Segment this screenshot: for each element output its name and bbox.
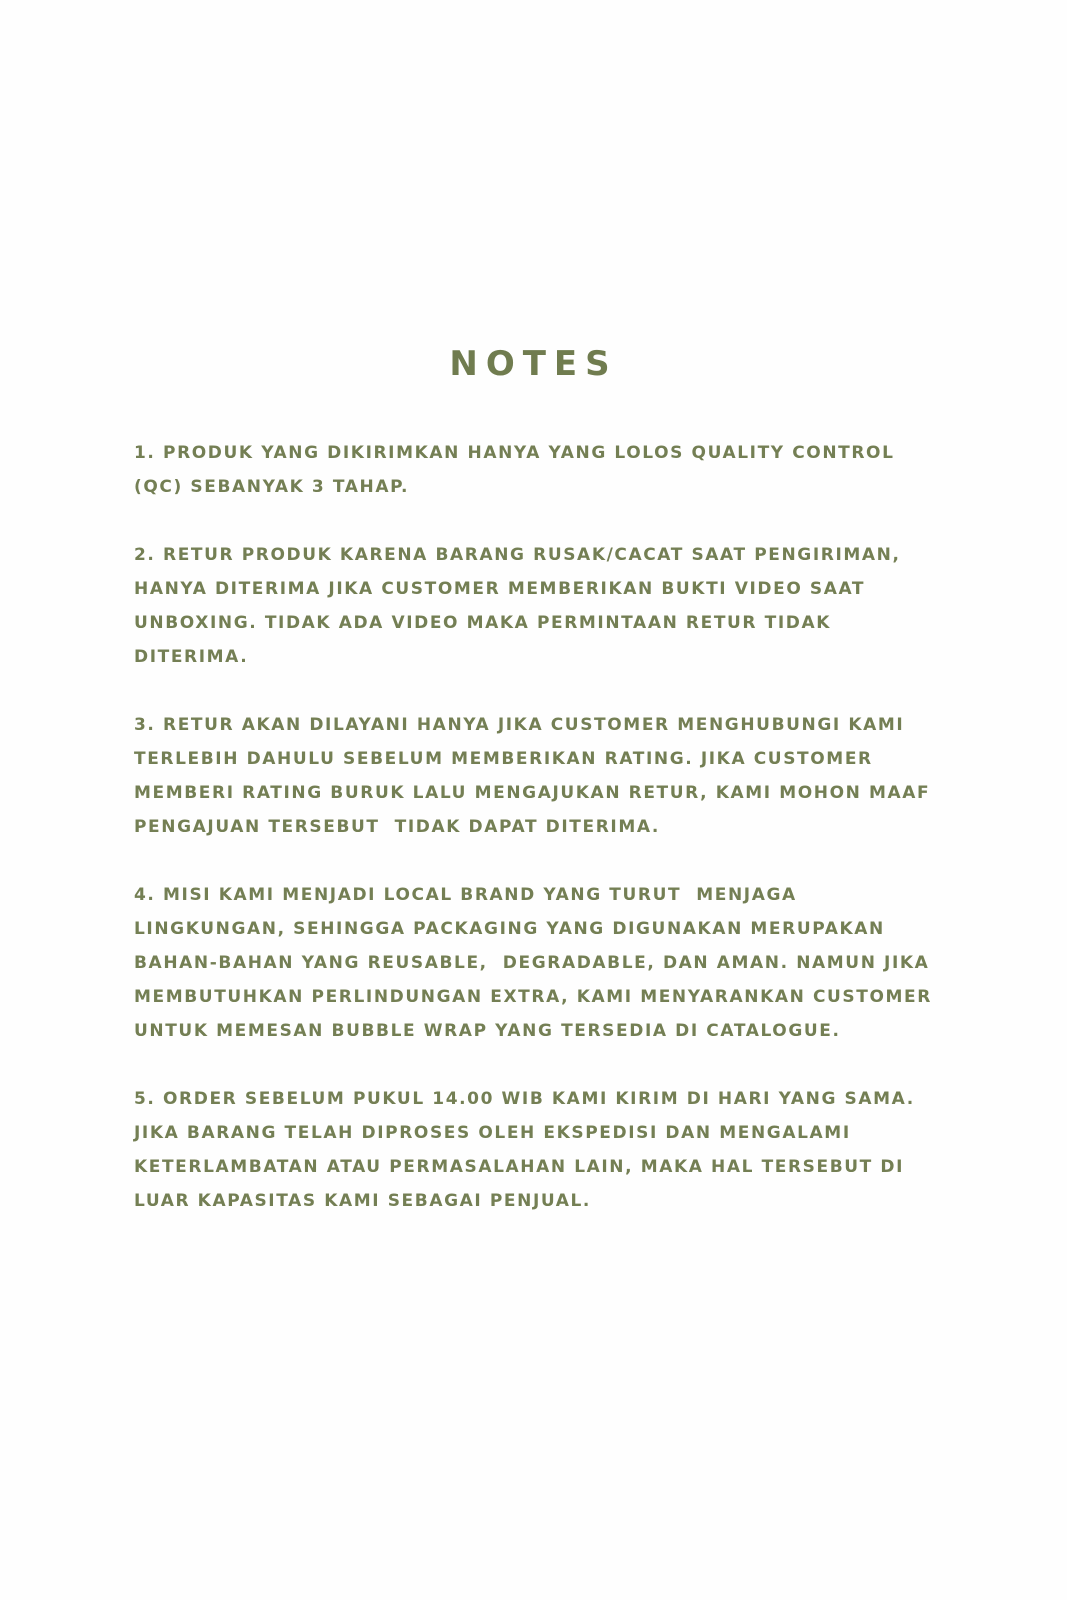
note-line: UNTUK MEMESAN BUBBLE WRAP YANG TERSEDIA DI CATALOGUE. xyxy=(134,1021,841,1041)
note-line: BAHAN-BAHAN YANG REUSABLE, DEGRADABLE, DAN AMAN. NAMUN JIKA xyxy=(134,953,930,973)
note-line: MEMBERI RATING BURUK LALU MENGAJUKAN RETUR, KAMI MOHON MAAF xyxy=(134,783,931,803)
note-line: 2. RETUR PRODUK KARENA BARANG RUSAK/CACAT SAAT PENGIRIMAN, xyxy=(134,545,901,565)
notes-list xyxy=(134,436,934,1252)
note-line: HANYA DITERIMA JIKA CUSTOMER MEMBERIKAN BUKTI VIDEO SAAT xyxy=(134,579,866,599)
note-line: 4. MISI KAMI MENJADI LOCAL BRAND YANG TURUT MENJAGA xyxy=(134,885,797,905)
note-line: MEMBUTUHKAN PERLINDUNGAN EXTRA, KAMI MENYARANKAN CUSTOMER xyxy=(134,987,932,1007)
note-item-1 xyxy=(134,436,934,504)
note-item-3 xyxy=(134,708,934,844)
page-title: NOTES xyxy=(449,344,618,384)
note-line: LINGKUNGAN, SEHINGGA PACKAGING YANG DIGUNAKAN MERUPAKAN xyxy=(134,919,885,939)
note-line: LUAR KAPASITAS KAMI SEBAGAI PENJUAL. xyxy=(134,1191,591,1211)
note-item-5 xyxy=(134,1082,934,1218)
note-line: TERLEBIH DAHULU SEBELUM MEMBERIKAN RATING. JIKA CUSTOMER xyxy=(134,749,873,769)
note-line: DITERIMA. xyxy=(134,647,249,667)
note-line: JIKA BARANG TELAH DIPROSES OLEH EKSPEDISI DAN MENGALAMI xyxy=(134,1123,851,1143)
note-item-2 xyxy=(134,538,934,674)
note-item-4 xyxy=(134,878,934,1048)
note-line: 3. RETUR AKAN DILAYANI HANYA JIKA CUSTOMER MENGHUBUNGI KAMI xyxy=(134,715,905,735)
note-line: UNBOXING. TIDAK ADA VIDEO MAKA PERMINTAAN RETUR TIDAK xyxy=(134,613,831,633)
note-line: 5. ORDER SEBELUM PUKUL 14.00 WIB KAMI KIRIM DI HARI YANG SAMA. xyxy=(134,1089,915,1109)
note-line: KETERLAMBATAN ATAU PERMASALAHAN LAIN, MAKA HAL TERSEBUT DI xyxy=(134,1157,905,1177)
note-line: PENGAJUAN TERSEBUT TIDAK DAPAT DITERIMA. xyxy=(134,817,660,837)
note-line: 1. PRODUK YANG DIKIRIMKAN HANYA YANG LOLOS QUALITY CONTROL xyxy=(134,443,895,463)
note-line: (QC) SEBANYAK 3 TAHAP. xyxy=(134,477,410,497)
